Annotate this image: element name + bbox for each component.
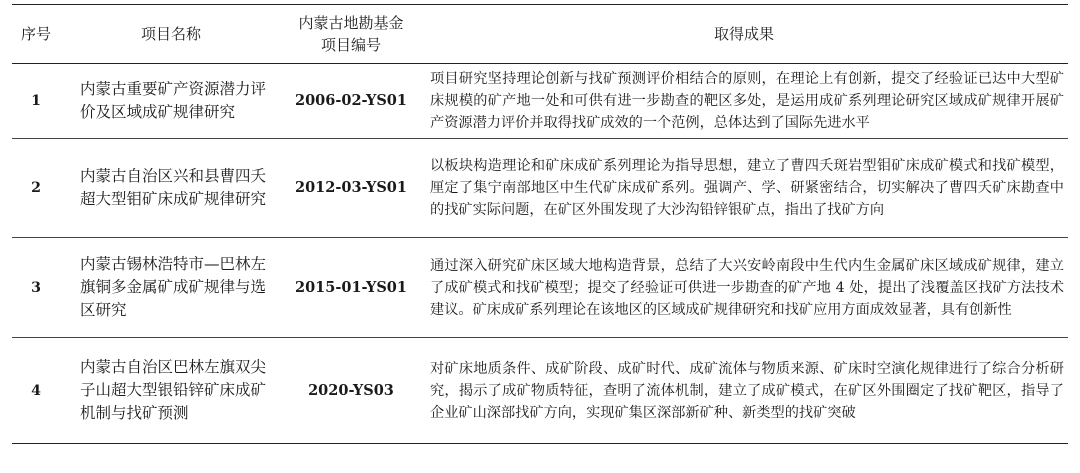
table-row <box>12 64 1068 139</box>
row-index: 3 <box>31 279 41 296</box>
row-index: 1 <box>31 93 41 109</box>
header-code <box>282 5 420 64</box>
header-index: 序号 <box>20 25 51 43</box>
project-results-table <box>12 4 1068 444</box>
project-result: 项目研究坚持理论创新与找矿预测评价相结合的原则，在理论上有创新，提交了经验证已达中大型矿床规模的矿产地一处和可供有进一步勘查的靶区多处，是运用成矿系列理论研究区域成矿规律开展矿产资源潜力评价并取得找矿成效的一个范例，总体达到了国际先进水平 <box>430 71 1064 131</box>
header-row <box>12 5 1068 64</box>
table-row <box>12 238 1068 338</box>
header-code-line2: 项目编号 <box>320 36 381 54</box>
project-result: 以板块构造理论和矿床成矿系列理论为指导思想，建立了曹四夭斑岩型钼矿床成矿模式和找矿模型，厘定了集宁南部地区中生代矿床成矿系列。强调产、学、研紧密结合，切实解决了曹四夭矿床勘查中的找矿实际问题，在矿区外围发现了大沙沟铅锌银矿点，指出了找矿方向 <box>430 158 1064 218</box>
table-header <box>12 5 1068 64</box>
project-code: 2015-01-YS01 <box>295 278 407 296</box>
project-name: 内蒙古自治区巴林左旗双尖子山超大型银铅锌矿床成矿机制与找矿预测 <box>80 358 267 422</box>
project-result: 对矿床地质条件、成矿阶段、成矿时代、成矿流体与物质来源、矿床时空演化规律进行了综合分析研究，揭示了成矿物质特征，查明了流体机制，建立了成矿模式，在矿区外围圈定了找矿靶区，指导了企业矿山深部找矿方向，实现矿集区深部新矿种、新类型的找矿突破 <box>430 360 1064 421</box>
project-code: 2020-YS03 <box>308 381 394 399</box>
table-row <box>12 139 1068 238</box>
project-name: 内蒙古锡林浩特市—巴林左旗铜多金属矿成矿规律与选区研究 <box>80 255 267 319</box>
header-name: 项目名称 <box>140 25 201 43</box>
project-name: 内蒙古自治区兴和县曹四夭超大型钼矿床成矿规律研究 <box>80 167 267 208</box>
table-body <box>12 64 1068 444</box>
project-code: 2012-03-YS01 <box>295 179 407 196</box>
project-result: 通过深入研究矿床区域大地构造背景，总结了大兴安岭南段中生代内生金属矿床区域成矿规律，建立了成矿模式和找矿模型；提交了经验证可供进一步勘查的矿产地 4 处，提出了浅覆盖区找矿方法技术建议。矿床成矿系列理论在该地区的区域成矿规律研究和找矿应用方面成效显著，具有创新性 <box>430 257 1064 318</box>
table-row <box>12 338 1068 444</box>
row-index: 4 <box>31 382 41 399</box>
project-code: 2006-02-YS01 <box>295 92 407 109</box>
header-result: 取得成果 <box>713 25 774 43</box>
header-code-line1: 内蒙古地勘基金 <box>298 14 404 32</box>
row-index: 2 <box>31 180 41 196</box>
project-name: 内蒙古重要矿产资源潜力评价及区域成矿规律研究 <box>80 80 267 121</box>
document-page <box>0 4 1080 473</box>
